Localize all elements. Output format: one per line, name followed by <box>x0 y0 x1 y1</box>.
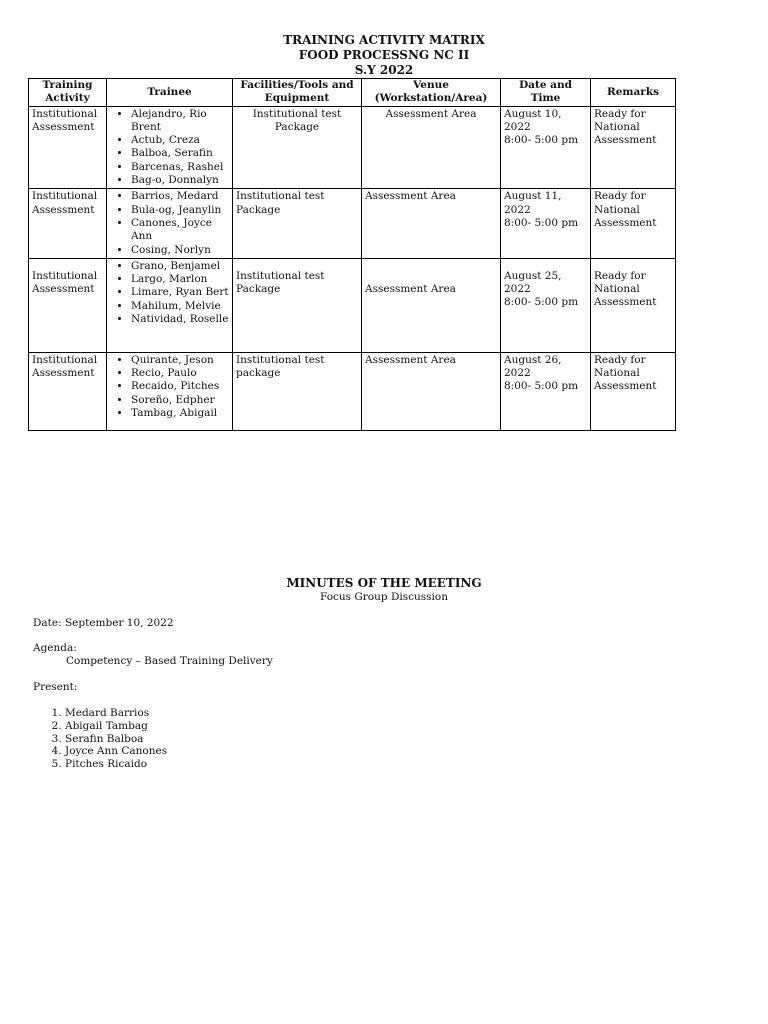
column-header: Facilities/Tools and Equipment <box>233 79 362 107</box>
date-time-cell <box>501 106 591 189</box>
trainee-item: • Barrios, Medard <box>131 190 229 203</box>
table-row <box>29 258 676 352</box>
venue-cell: Assessment Area <box>362 106 501 189</box>
table-row <box>29 106 676 189</box>
time-text: 8:00- 5:00 pm <box>504 296 579 309</box>
trainee-item: • Limare, Ryan Bert <box>131 286 229 299</box>
attendee-item: 1. Medard Barrios <box>65 707 167 720</box>
activity-cell: Institutional Assessment <box>29 352 107 430</box>
title-line-1: TRAINING ACTIVITY MATRIX <box>283 33 485 47</box>
trainees-cell <box>107 352 233 430</box>
trainee-item: • Soreño, Edpher <box>131 394 229 407</box>
present-label: Present: <box>33 681 78 693</box>
trainee-list <box>110 260 229 326</box>
trainee-item: • Grano, Benjamel <box>131 260 229 273</box>
minutes-subtitle: Focus Group Discussion <box>320 591 448 603</box>
table-row <box>29 189 676 258</box>
trainee-item: • Canones, Joyce Ann <box>131 217 229 244</box>
venue-text: Assessment Area <box>365 282 456 295</box>
title-line-3: S.Y 2022 <box>354 63 414 77</box>
agenda-item: Competency – Based Training Delivery <box>66 655 273 667</box>
attendee-item: 2. Abigail Tambag <box>65 720 167 733</box>
trainees-cell <box>107 106 233 189</box>
date-text: August 10, 2022 <box>504 107 562 133</box>
trainee-item: • Cosing, Norlyn <box>131 244 229 257</box>
column-header: Training Activity <box>29 79 107 107</box>
document-title <box>0 33 768 78</box>
trainee-item: • Bag-o, Donnalyn <box>131 174 229 187</box>
minutes-title: MINUTES OF THE MEETING <box>286 576 482 590</box>
column-header: Date and Time <box>501 79 591 107</box>
facilities-cell <box>233 258 362 352</box>
agenda-label: Agenda: <box>33 642 77 654</box>
activity-text: Institutional Assessment <box>32 269 98 296</box>
trainee-list <box>110 108 229 188</box>
trainee-item: • Mahilum, Melvie <box>131 300 229 313</box>
remarks-text: Ready for National Assessment <box>594 269 657 309</box>
date-time-cell <box>501 258 591 352</box>
attendee-item: 3. Serafin Balboa <box>65 733 167 746</box>
facilities-cell: Institutional test Package <box>233 189 362 258</box>
column-header: Remarks <box>591 79 676 107</box>
time-text: 8:00- 5:00 pm <box>504 216 579 229</box>
column-header: Trainee <box>107 79 233 107</box>
attendee-item: 5. Pitches Ricaido <box>65 758 167 771</box>
meeting-date: Date: September 10, 2022 <box>33 617 174 629</box>
date-text: August 25, 2022 <box>504 269 562 296</box>
facilities-cell: Institutional test Package <box>233 106 362 189</box>
trainee-item: • Bula-og, Jeanylin <box>131 204 229 217</box>
trainee-list <box>110 354 229 420</box>
trainee-item: • Quirante, Jeson <box>131 354 229 367</box>
trainee-item: • Actub, Creza <box>131 134 229 147</box>
time-text: 8:00- 5:00 pm <box>504 380 579 393</box>
trainee-item: • Largo, Marlon <box>131 273 229 286</box>
trainee-item: • Tambag, Abigail <box>131 407 229 420</box>
table-row <box>29 352 676 430</box>
table-header-row <box>29 79 676 107</box>
date-text: August 11, 2022 <box>504 190 562 216</box>
activity-cell: Institutional Assessment <box>29 189 107 258</box>
trainee-list <box>110 190 229 256</box>
trainee-item: • Barcenas, Rashel <box>131 161 229 174</box>
trainee-item: • Balboa, Serafin <box>131 147 229 160</box>
attendee-item: 4. Joyce Ann Canones <box>65 745 167 758</box>
column-header: Venue (Workstation/Area) <box>362 79 501 107</box>
trainee-item: • Recio, Paulo <box>131 367 229 380</box>
training-matrix-table <box>28 78 676 431</box>
facilities-cell: Institutional test package <box>233 352 362 430</box>
trainees-cell <box>107 189 233 258</box>
title-line-2: FOOD PROCESSNG NC II <box>298 48 470 62</box>
date-time-cell <box>501 352 591 430</box>
remarks-cell: Ready for National Assessment <box>591 352 676 430</box>
facilities-text: Institutional test Package <box>236 269 325 296</box>
venue-cell: Assessment Area <box>362 189 501 258</box>
remarks-cell: Ready for National Assessment <box>591 189 676 258</box>
remarks-cell: Ready for National Assessment <box>591 106 676 189</box>
venue-cell <box>362 258 501 352</box>
date-text: August 26, 2022 <box>504 353 562 380</box>
activity-cell <box>29 258 107 352</box>
attendee-list <box>33 707 167 771</box>
trainee-item: • Recaido, Pitches <box>131 380 229 393</box>
remarks-cell <box>591 258 676 352</box>
trainee-item: • Alejandro, Rio Brent <box>131 108 229 135</box>
time-text: 8:00- 5:00 pm <box>504 134 579 147</box>
date-time-cell <box>501 189 591 258</box>
activity-cell: Institutional Assessment <box>29 106 107 189</box>
venue-cell: Assessment Area <box>362 352 501 430</box>
trainee-item: • Natividad, Roselle <box>131 313 229 326</box>
trainees-cell <box>107 258 233 352</box>
